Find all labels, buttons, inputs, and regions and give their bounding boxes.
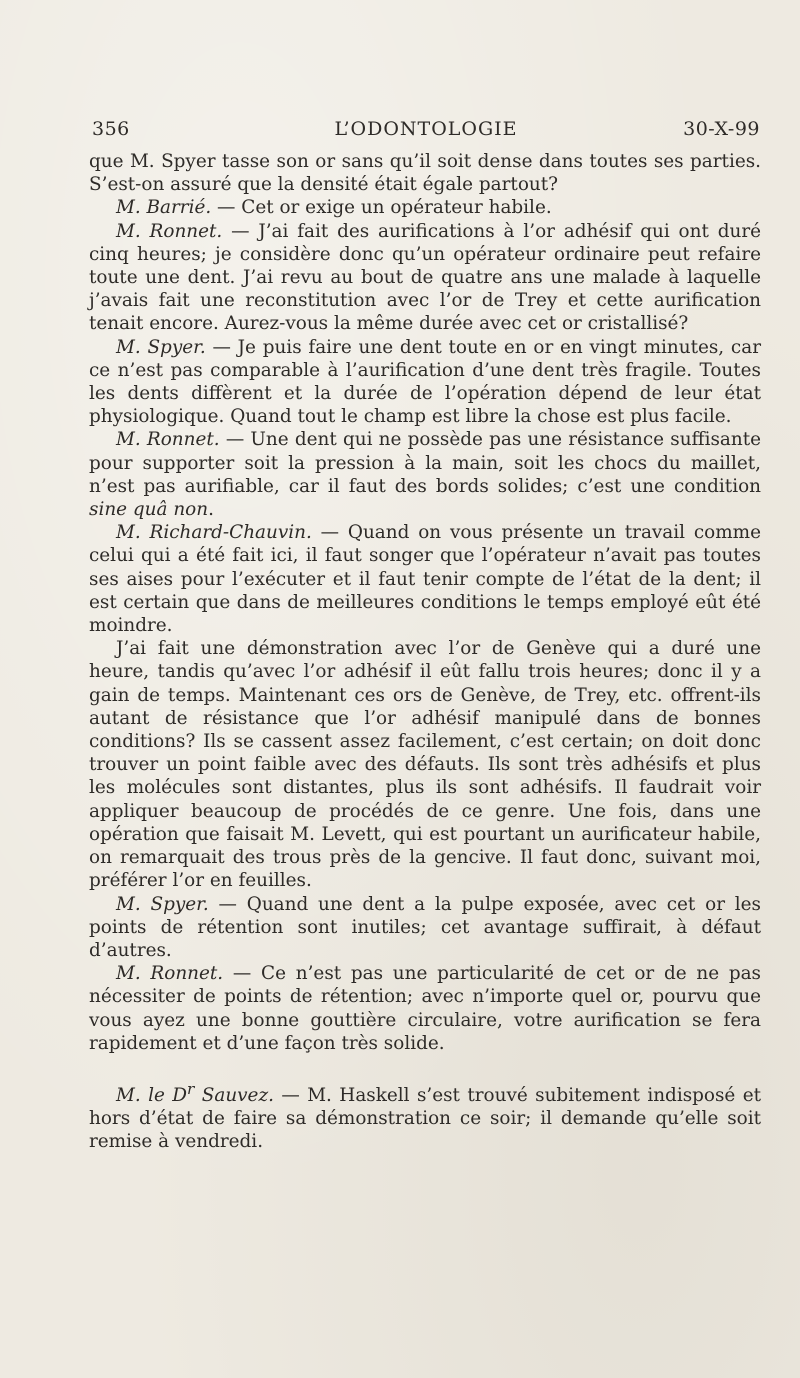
speaker-prefix: M. le D — [116, 1085, 188, 1107]
paragraph-richard-chauvin — [89, 521, 761, 637]
paragraph-sauvez — [89, 1078, 761, 1154]
page-number: 356 — [92, 118, 130, 140]
issue-date: 30-X-99 — [683, 118, 760, 140]
latin-phrase: sine quâ non — [89, 499, 209, 521]
paragraph-text: — Quand une dent a la pulpe exposée, avec cet or les points de rétention sont inutiles; cet avantage suffirait, à défaut d’autres. — [89, 893, 761, 961]
paragraph-spyer-2 — [89, 893, 761, 963]
paragraph-text: J’ai fait une démonstration avec l’or de Genève qui a duré une heure, tandis qu’avec l’or adhésif il eût fallu trois heures; donc il y a gain de temps. Maintenant ces ors de Genève, de Trey, etc. offrent-ils autant de résistance que l’or adhésif manipulé dans de bonnes conditions? Ils se cassent assez facilement, c’est certain; on doit donc trouver un point faible avec des défauts. Ils sont très adhésifs et plus les molécules sont distantes, plus ils sont adhésifs. Il faudrait voir appliquer beaucoup de procédés de ce genre. Une fois, dans une opération que faisait M. Levett, qui est pourtant un aurificateur habile, on remarquait des trous près de la gencive. Il faut donc, suivant moi, préférer l’or en feuilles. — [89, 638, 761, 892]
speaker-name: M. Ronnet. — [116, 963, 224, 985]
paragraph-richard-chauvin-cont — [89, 637, 761, 892]
speaker-name: M. Spyer. — [116, 893, 209, 915]
paragraph-text: — Une dent qui ne possède pas une résistance suffisante pour supporter soit la pression à la main, soit les chocs du maillet, n’est pas aurifiable, car il faut des bords solides; c’est une condition — [89, 429, 762, 497]
paragraph-text: — Cet or exige un opérateur habile. — [211, 197, 552, 219]
speaker-title-superscript: r — [187, 1079, 195, 1098]
speaker-name: M. Ronnet. — [116, 220, 223, 242]
paragraph-text: — J’ai fait des aurifications à l’or adhésif qui ont duré cinq heures; je considère donc qu’un opérateur ordinaire peut refaire toute une dent. J’ai revu au bout de quatre ans une malade à laquelle j’avais fait une reconstitution avec l’or de Trey et cette aurification tenait encore. Aurez-vous la même durée avec cet or cristallisé? — [89, 220, 761, 335]
speaker-name — [116, 1079, 274, 1107]
paragraph-text-end: . — [208, 499, 214, 521]
body-text — [89, 150, 761, 1154]
paragraph-text: — M. Haskell s’est trouvé subitement indisposé et hors d’état de faire sa démonstration ce soir; il demande qu’elle soit remise à vendredi. — [89, 1085, 761, 1153]
paragraph-text: — Quand on vous présente un travail comme celui qui a été fait ici, il faut songer que l’opérateur n’avait pas toutes ses aises pour l’exécuter et il faut tenir compte de l’état de la dent; il est certain que dans de meilleures conditions le temps employé eût été moindre. — [89, 522, 761, 637]
paragraph-ronnet-3 — [89, 962, 761, 1055]
speaker-name: M. Ronnet. — [116, 429, 220, 451]
paragraph-spyer-1 — [89, 336, 761, 429]
paragraph-continuation — [89, 150, 761, 196]
speaker-name: M. Spyer. — [116, 336, 206, 358]
speaker-surname: Sauvez. — [194, 1085, 274, 1107]
journal-title: L’ODONTOLOGIE — [334, 118, 518, 140]
paragraph-text: — Ce n’est pas une particularité de cet or de ne pas nécessiter de points de rétention; avec n’importe quel or, pourvu que vous ayez une bonne gouttière circulaire, votre aurification se fera rapidement et d’une façon très solide. — [89, 963, 761, 1054]
paragraph-ronnet-2 — [89, 428, 761, 521]
speaker-name: M. Barrié. — [116, 197, 212, 219]
running-head — [92, 118, 760, 146]
paragraph-barrie — [89, 196, 761, 219]
paragraph-ronnet-1 — [89, 220, 761, 336]
paragraph-text: que M. Spyer tasse son or sans qu’il soit dense dans toutes ses parties. S’est-on assuré que la densité était égale partout? — [89, 151, 761, 196]
speaker-name: M. Richard-Chauvin. — [116, 522, 312, 544]
paragraph-text: — Je puis faire une dent toute en or en vingt minutes, car ce n’est pas comparable à l’aurification d’une dent très fragile. Toutes les dents diffèrent et la durée de l’opération dépend de leur état physiologique. Quand tout le champ est libre la chose est plus facile. — [89, 336, 761, 428]
